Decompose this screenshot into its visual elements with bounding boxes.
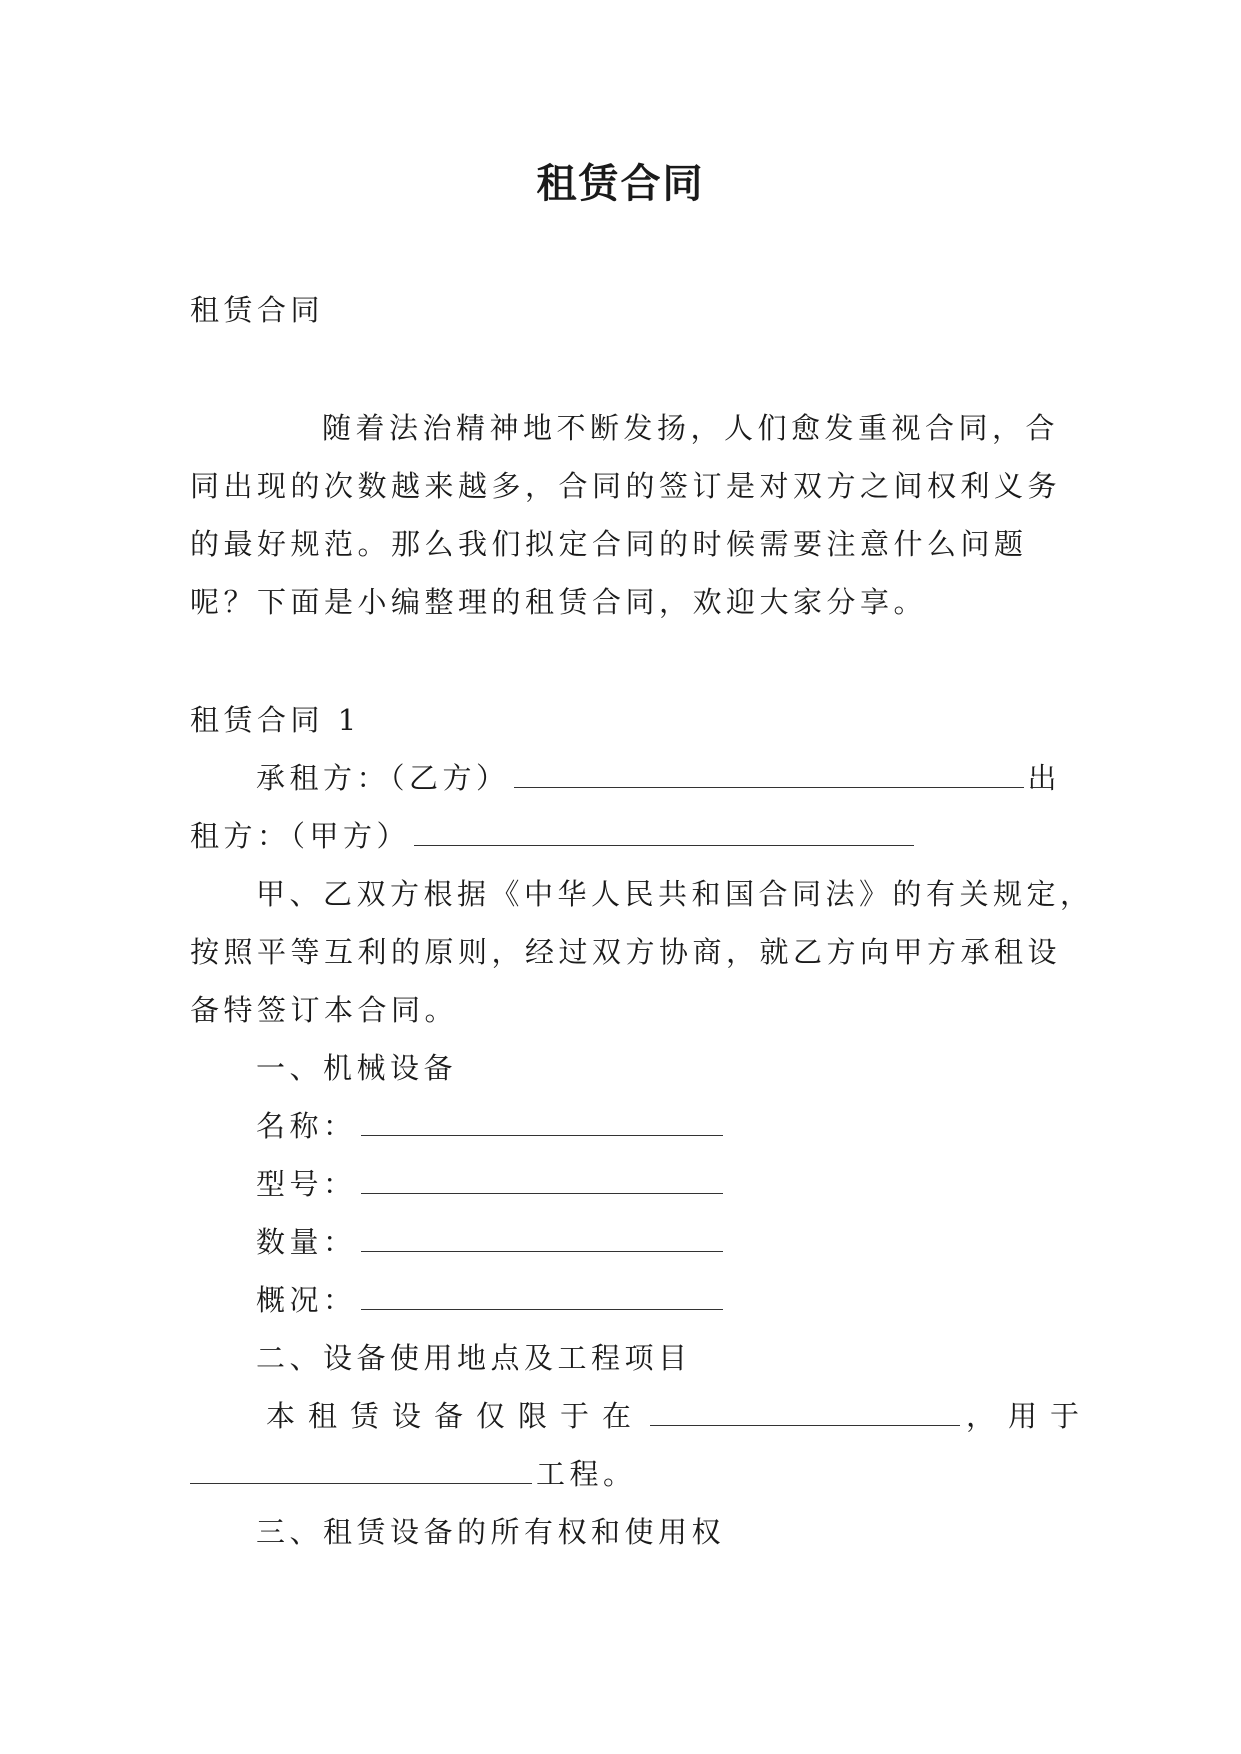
field-overview-label: 概况：: [256, 1283, 357, 1317]
intro-line-3: 的最好规范。那么我们拟定合同的时候需要注意什么问题: [190, 527, 1028, 561]
subtitle: 租赁合同: [190, 293, 325, 327]
field-name-blank[interactable]: [361, 1109, 723, 1136]
location-blank[interactable]: [650, 1399, 960, 1426]
lessee-blank[interactable]: [514, 761, 1024, 788]
section2-line-2: [190, 1454, 637, 1494]
field-quantity-blank[interactable]: [361, 1225, 723, 1252]
field-quantity-row: [256, 1222, 727, 1262]
lessor-label-start: 出: [1027, 761, 1062, 795]
lessee-label: 承租方：（乙方）: [256, 761, 510, 795]
section2-text-a: 本租赁设备仅限于在: [266, 1399, 645, 1433]
basis-line-2: 按照平等互利的原则，经过双方协商，就乙方向甲方承租设: [190, 935, 1062, 969]
field-model-blank[interactable]: [361, 1167, 723, 1194]
section3-heading: 三、租赁设备的所有权和使用权: [256, 1515, 726, 1549]
lessor-blank[interactable]: [414, 819, 914, 846]
field-overview-blank[interactable]: [361, 1283, 723, 1310]
document-title: 租赁合同: [536, 161, 705, 207]
section1-heading: 一、机械设备: [256, 1051, 458, 1085]
field-model-row: [256, 1164, 727, 1204]
section2-text-c: 工程。: [536, 1457, 637, 1491]
project-blank[interactable]: [190, 1457, 532, 1484]
contract-heading: 租赁合同 1: [190, 703, 361, 737]
intro-line-2: 同出现的次数越来越多，合同的签订是对双方之间权利义务: [190, 469, 1062, 503]
lessee-line: [256, 758, 1061, 798]
field-name-label: 名称：: [256, 1109, 357, 1143]
lessor-label: 租方：（甲方）: [190, 819, 411, 853]
basis-line-3: 备特签订本合同。: [190, 993, 459, 1027]
field-model-label: 型号：: [256, 1167, 357, 1201]
basis-line-1: 甲、乙双方根据《中华人民共和国合同法》的有关规定，: [256, 877, 1094, 911]
intro-line-4: 呢？下面是小编整理的租赁合同，欢迎大家分享。: [190, 585, 928, 619]
field-name-row: [256, 1106, 727, 1146]
section2-line-1: [266, 1396, 1092, 1436]
section2-text-b: ，用于: [966, 1399, 1093, 1433]
intro-line-1: 随着法治精神地不断发扬，人们愈发重视合同，合: [322, 411, 1060, 445]
field-overview-row: [256, 1280, 727, 1320]
section2-heading: 二、设备使用地点及工程项目: [256, 1341, 692, 1375]
lessor-line: [190, 816, 918, 856]
field-quantity-label: 数量：: [256, 1225, 357, 1259]
